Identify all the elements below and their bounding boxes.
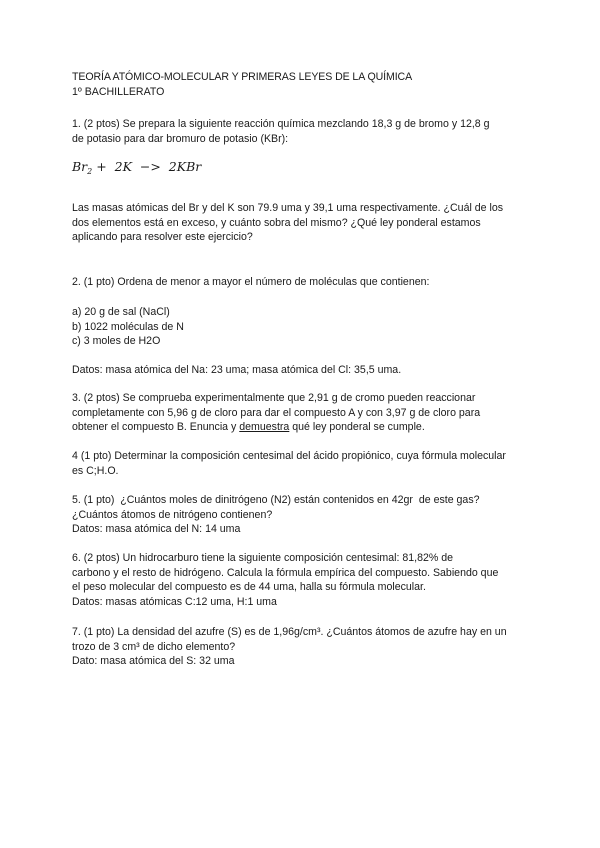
question-2-data: Datos: masa atómica del Na: 23 uma; masa atómica del Cl: 35,5 uma. (72, 364, 402, 376)
question-1-line-3: Las masas atómicas del Br y del K son 79.9 uma y 39,1 uma respectivamente. ¿Cuál de los (72, 202, 504, 214)
question-2-options (72, 305, 184, 349)
document-title: TEORÍA ATÓMICO-MOLECULAR Y PRIMERAS LEYES DE LA QUÍMICA (72, 71, 413, 83)
question-1-line-1: 1. (2 ptos) Se prepara la siguiente reacción química mezclando 18,3 g de bromo y 12,8 g (72, 118, 490, 130)
question-1 (72, 117, 490, 180)
question-2-option-b: b) 1022 moléculas de N (72, 320, 184, 333)
question-7-line-2: trozo de 3 cm³ de dicho elemento? (72, 640, 236, 653)
question-3-line-1: 3. (2 ptos) Se comprueba experimentalmente que 2,91 g de cromo pueden reaccionar (72, 392, 476, 404)
question-3-underlined-word: demuestra (239, 421, 290, 433)
question-7 (72, 625, 507, 669)
question-1-line-4: dos elementos está en exceso, y cuánto sobra del mismo? ¿Qué ley ponderal estamos (72, 216, 481, 229)
question-1-part-2 (72, 201, 503, 245)
question-5-data: Datos: masa atómica del N: 14 uma (72, 523, 241, 535)
question-3 (72, 391, 480, 435)
question-1-line-5: aplicando para resolver este ejercicio? (72, 231, 253, 243)
question-2-option-c: c) 3 moles de H2O (72, 335, 161, 347)
question-4 (72, 449, 506, 478)
question-3-line-3-post: qué ley ponderal se cumple. (289, 421, 425, 433)
question-6-line-1: 6. (2 ptos) Un hidrocarburo tiene la siguiente composición centesimal: 81,82% de (72, 552, 453, 564)
question-6 (72, 551, 498, 609)
course-label: 1º BACHILLERATO (72, 86, 165, 98)
question-5-line-1: 5. (1 pto) ¿Cuántos moles de dinitrógeno (N2) están contenidos en 42gr de este gas? (72, 494, 480, 506)
question-3-line-2: completamente con 5,96 g de cloro para dar el compuesto A y con 3,97 g de cloro para (72, 406, 481, 419)
equation-bromine: Br (72, 159, 88, 174)
chemical-equation (72, 158, 490, 180)
question-6-line-3: el peso molecular del compuesto es de 44 uma, halla su fórmula molecular. (72, 581, 426, 593)
equation-rest: + 2K −> 2KBr (92, 159, 202, 174)
question-2-datos (72, 363, 401, 378)
question-3-line-3 (72, 420, 480, 435)
question-7-line-1: 7. (1 pto) La densidad del azufre (S) es de 1,96g/cm³. ¿Cuántos átomos de azufre hay en un (72, 626, 507, 638)
equation-bromine-subscript: 2 (87, 167, 93, 176)
question-2-option-a: a) 20 g de sal (NaCl) (72, 306, 170, 318)
question-7-data: Dato: masa atómica del S: 32 uma (72, 655, 235, 667)
question-5-line-2: ¿Cuántos átomos de nitrógeno contienen? (72, 508, 273, 521)
question-4-line-2: es C;H.O. (72, 464, 119, 477)
question-3-line-3-pre: obtener el compuesto B. Enuncia y (72, 421, 240, 433)
question-6-line-2: carbono y el resto de hidrógeno. Calcula la fórmula empírica del compuesto. Sabiendo que (72, 566, 499, 579)
question-2 (72, 275, 429, 290)
question-4-line-1: 4 (1 pto) Determinar la composición centesimal del ácido propiónico, cuya fórmula molecular (72, 450, 506, 462)
question-1-line-2: de potasio para dar bromuro de potasio (KBr): (72, 132, 289, 145)
question-2-line-1: 2. (1 pto) Ordena de menor a mayor el número de moléculas que contienen: (72, 276, 430, 288)
question-5 (72, 493, 480, 537)
question-6-data: Datos: masas atómicas C:12 uma, H:1 uma (72, 595, 277, 608)
